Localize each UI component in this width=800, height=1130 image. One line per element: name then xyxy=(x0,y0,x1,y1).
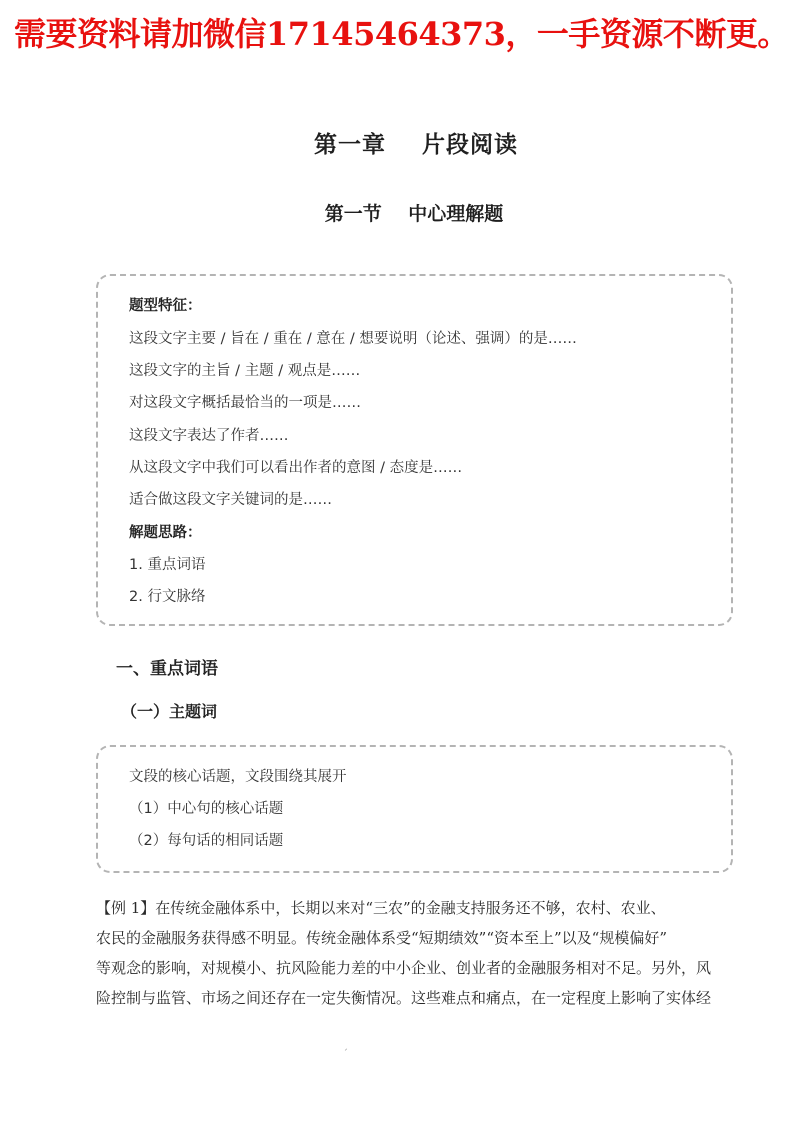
watermark-banner: 需要资料请加微信17145464373，一手资源不断更。 xyxy=(14,15,789,53)
heading-key-words: 一、重点词语 xyxy=(116,659,218,679)
scan-speck: ˏ xyxy=(343,1040,348,1051)
topic-word-box xyxy=(96,745,733,873)
question-type-line: 对这段文字概括最恰当的一项是…… xyxy=(129,395,361,411)
example-line: 【例 1】在传统金融体系中，长期以来对“三农”的金融支持服务还不够，农村、农业、 xyxy=(96,899,666,917)
topic-rule: （1）中心句的核心话题 xyxy=(129,801,284,817)
question-type-line: 适合做这段文字关键词的是…… xyxy=(129,492,332,508)
chapter-title: 第一章 片段阅读 xyxy=(313,132,519,158)
question-type-line: 从这段文字中我们可以看出作者的意图 / 态度是…… xyxy=(129,460,463,476)
topic-definition: 文段的核心话题，文段围绕其展开 xyxy=(129,769,347,785)
approach-item: 2. 行文脉络 xyxy=(129,589,206,605)
section-title: 第一节 中心理解题 xyxy=(324,203,504,225)
question-type-line: 这段文字主要 / 旨在 / 重在 / 意在 / 想要说明（论述、强调）的是…… xyxy=(129,331,577,347)
example-line: 等观念的影响，对规模小、抗风险能力差的中小企业、创业者的金融服务相对不足。另外，风 xyxy=(96,959,712,977)
question-type-box xyxy=(96,274,733,626)
topic-rule: （2）每句话的相同话题 xyxy=(129,833,284,849)
approach-label: 解题思路： xyxy=(129,525,202,541)
question-type-line: 这段文字表达了作者…… xyxy=(129,428,289,444)
type-features-label: 题型特征： xyxy=(129,298,202,314)
example-line: 农民的金融服务获得感不明显。传统金融体系受“短期绩效”“资本至上”以及“规模偏好” xyxy=(96,929,668,947)
approach-item: 1. 重点词语 xyxy=(129,557,206,573)
question-type-line: 这段文字的主旨 / 主题 / 观点是…… xyxy=(129,363,361,379)
example-line: 险控制与监管、市场之间还存在一定失衡情况。这些难点和痛点，在一定程度上影响了实体经 xyxy=(96,989,712,1007)
example-passage xyxy=(96,893,736,1013)
heading-topic-words: （一）主题词 xyxy=(121,702,218,721)
